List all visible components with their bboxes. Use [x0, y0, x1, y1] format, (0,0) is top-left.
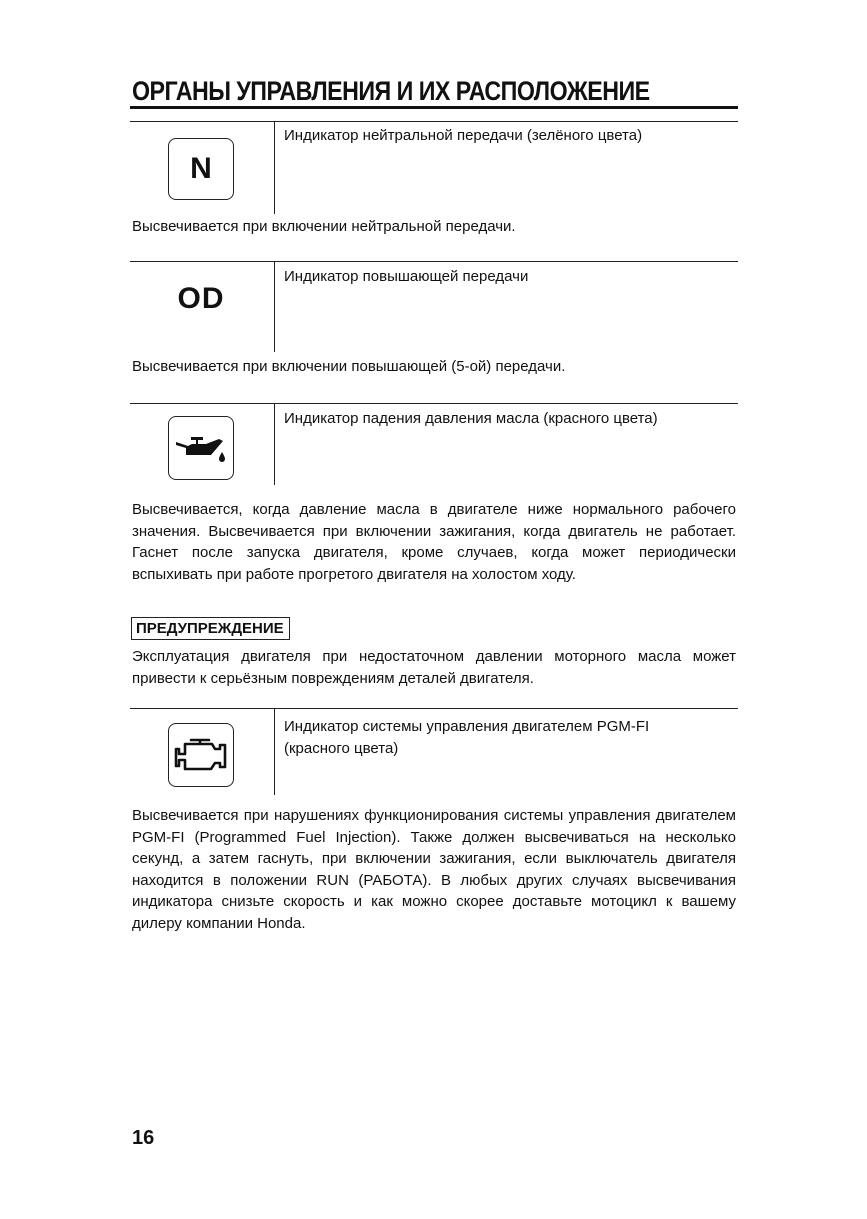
engine-outline-icon	[171, 733, 231, 777]
neutral-indicator-icon	[168, 138, 234, 200]
section-divider	[130, 261, 738, 262]
title-underline	[130, 106, 738, 109]
engine-check-icon	[168, 723, 234, 787]
neutral-indicator-description: Высвечивается при включении нейтральной передачи.	[132, 218, 516, 235]
oil-pressure-indicator-label: Индикатор падения давления масла (красного цвета)	[284, 410, 658, 427]
engine-indicator-description: Высвечивается при нарушениях функционирования системы управления двигателем PGM-FI (Programmed Fuel Injection). Также должен высвечиваться на несколько секунд, а затем гаснуть, при включении зажигания, если выключатель двигателя находится в положении RUN (РАБОТА). В любых других случаях высвечивания индикатора снизьте скорость и как можно скорее доставьте мотоцикл к вашему дилеру компании Honda.	[132, 807, 736, 932]
warning-text: Эксплуатация двигателя при недостаточном давлении моторного масла может привести к серьёзным повреждениям деталей двигателя.	[132, 648, 736, 687]
oil-pressure-icon	[168, 416, 234, 480]
overdrive-indicator-description: Высвечивается при включении повышающей (5-ой) передачи.	[132, 358, 566, 375]
page-title: ОРГАНЫ УПРАВЛЕНИЯ И ИХ РАСПОЛОЖЕНИЕ	[132, 76, 650, 106]
engine-indicator-label: Индикатор системы управления двигателем PGM-FI	[284, 718, 650, 735]
overdrive-indicator-icon: OD	[177, 282, 225, 315]
column-divider	[274, 403, 275, 485]
neutral-indicator-label: Индикатор нейтральной передачи (зелёного цвета)	[284, 127, 643, 144]
oil-pressure-indicator-description: Высвечивается, когда давление масла в двигателе ниже нормального рабочего значения. Высвечивается при включении зажигания, когда двигатель не работает. Гаснет после запуска двигателя, кроме случаев, когда может периодически вспыхивать при работе прогретого двигателя на холостом ходу.	[132, 501, 736, 583]
column-divider	[274, 708, 275, 795]
column-divider	[274, 121, 275, 214]
page-number: 16	[132, 1127, 155, 1149]
engine-indicator-label-line2: (красного цвета)	[284, 740, 399, 757]
section-divider	[130, 403, 738, 404]
oil-can-icon	[172, 428, 230, 468]
neutral-icon-glyph: N	[190, 152, 212, 185]
overdrive-indicator-label: Индикатор повышающей передачи	[284, 268, 529, 285]
column-divider	[274, 261, 275, 352]
warning-label: ПРЕДУПРЕЖДЕНИЕ	[131, 617, 290, 640]
section-divider	[130, 121, 738, 122]
section-divider	[130, 708, 738, 709]
